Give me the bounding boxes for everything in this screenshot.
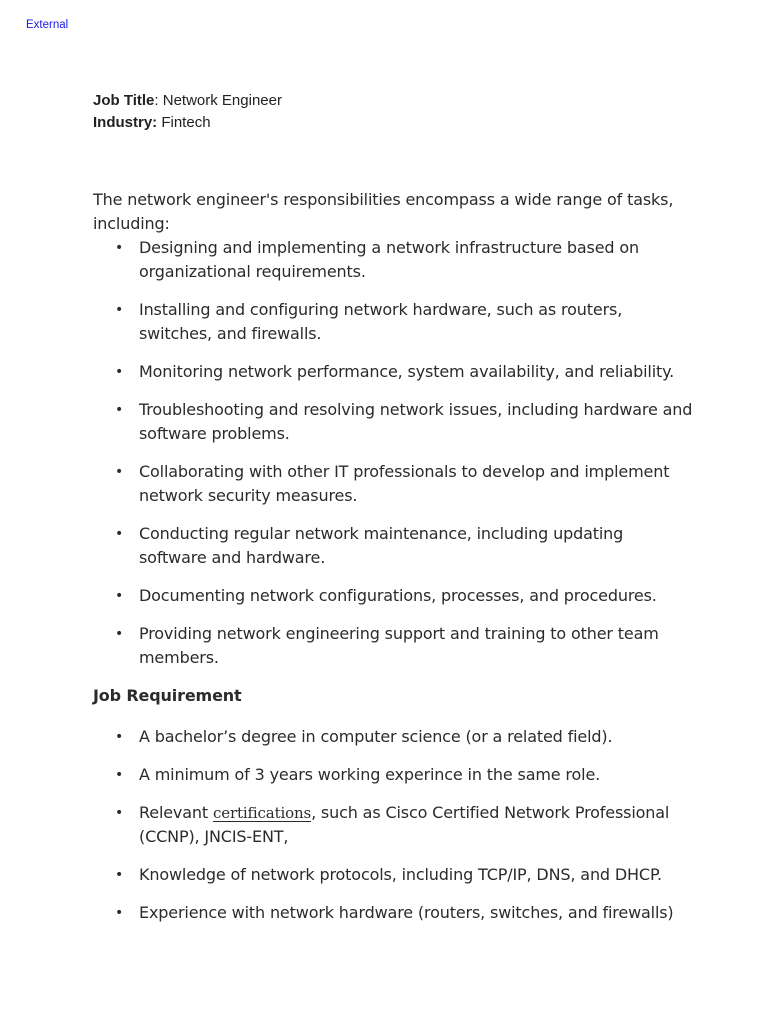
list-item-text: Providing network engineering support and training to other team members. bbox=[139, 624, 659, 667]
list-item-text: Collaborating with other IT professionals to develop and implement network security measures. bbox=[139, 462, 670, 505]
classification-label: External bbox=[26, 19, 69, 31]
bullet-icon: • bbox=[115, 526, 124, 542]
list-item-text bbox=[139, 803, 669, 846]
list-item bbox=[93, 763, 693, 787]
bullet-icon: • bbox=[115, 240, 124, 256]
list-item-text: Conducting regular network maintenance, including updating software and hardware. bbox=[139, 524, 624, 567]
job-requirement-heading: Job Requirement bbox=[93, 686, 242, 705]
responsibilities-intro: The network engineer's responsibilities encompass a wide range of tasks, including: bbox=[93, 190, 674, 233]
list-item bbox=[93, 901, 693, 925]
list-item bbox=[93, 584, 693, 608]
list-item-text: Troubleshooting and resolving network issues, including hardware and software problems. bbox=[139, 400, 693, 443]
responsibilities-list bbox=[93, 236, 693, 670]
list-item bbox=[93, 863, 693, 887]
list-item bbox=[93, 460, 693, 508]
bullet-icon: • bbox=[115, 402, 124, 418]
bullet-icon: • bbox=[115, 588, 124, 604]
bullet-icon: • bbox=[115, 364, 124, 380]
list-item-text: Documenting network configurations, processes, and procedures. bbox=[139, 586, 657, 605]
list-item-text: Installing and configuring network hardware, such as routers, switches, and firewalls. bbox=[139, 300, 623, 343]
bullet-icon: • bbox=[115, 805, 124, 821]
list-item-text-suffix: , such as Cisco Certified Network Professional (CCNP), JNCIS-ENT, bbox=[139, 803, 670, 846]
industry-value: Fintech bbox=[161, 114, 211, 131]
list-item-text: Monitoring network performance, system availability, and reliability. bbox=[139, 362, 675, 381]
job-title-value: Network Engineer bbox=[162, 92, 282, 109]
list-item bbox=[93, 236, 693, 284]
list-item bbox=[93, 360, 693, 384]
list-item bbox=[93, 522, 693, 570]
bullet-icon: • bbox=[115, 626, 124, 642]
job-meta bbox=[93, 90, 282, 134]
list-item bbox=[93, 725, 693, 749]
industry-label: Industry: bbox=[93, 114, 158, 131]
bullet-icon: • bbox=[115, 464, 124, 480]
bullet-icon: • bbox=[115, 302, 124, 318]
industry-row bbox=[93, 112, 282, 134]
list-item bbox=[93, 801, 693, 849]
list-item bbox=[93, 622, 693, 670]
document-body bbox=[93, 188, 693, 939]
list-item bbox=[93, 398, 693, 446]
list-item-text: A bachelor’s degree in computer science (or a related field). bbox=[139, 727, 613, 746]
list-item-text-prefix: Relevant bbox=[139, 803, 213, 822]
bullet-icon: • bbox=[115, 867, 124, 883]
list-item-text: Knowledge of network protocols, including TCP/IP, DNS, and DHCP. bbox=[139, 865, 662, 884]
certifications-link[interactable]: certifications bbox=[212, 804, 312, 822]
list-item bbox=[93, 298, 693, 346]
bullet-icon: • bbox=[115, 729, 124, 745]
bullet-icon: • bbox=[115, 905, 124, 921]
job-title-row: Job Title: Network Engineer bbox=[93, 92, 282, 109]
job-title-label: Job Title bbox=[93, 92, 155, 109]
list-item-text: Experience with network hardware (routers, switches, and firewalls) bbox=[139, 903, 674, 922]
requirements-list bbox=[93, 725, 693, 925]
bullet-icon: • bbox=[115, 767, 124, 783]
list-item-text: A minimum of 3 years working experince in the same role. bbox=[139, 765, 601, 784]
list-item-text: Designing and implementing a network infrastructure based on organizational requirements. bbox=[139, 238, 639, 281]
